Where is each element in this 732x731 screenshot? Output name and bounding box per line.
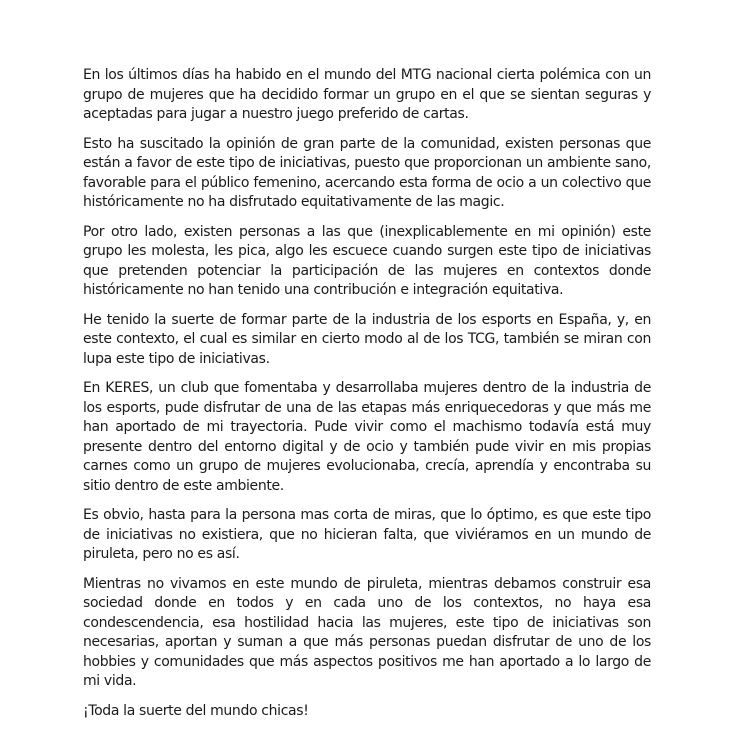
paragraph-3: Por otro lado, existen personas a las que (inexplicablemente en mi opinión) este grupo les molesta, les pica, algo les escuece cuando surgen este tipo de iniciativas que pretenden potenciar la participación de las mujeres en contextos donde históricamente no han tenido una contribución e integración equitativa. (83, 223, 651, 298)
paragraph-5: En KERES, un club que fomentaba y desarrollaba mujeres dentro de la industria de los esports, pude disfrutar de una de las etapas más enriquecedoras y que más me han aportado de mi trayectoria. Pude vivir como el machismo todavía está muy presente dentro del entorno digital y de ocio y también pude vivir en mis propias carnes como un grupo de mujeres evolucionaba, crecía, aprendía y encontraba su sitio dentro de este ambiente. (83, 380, 651, 494)
paragraph-2: Esto ha suscitado la opinión de gran parte de la comunidad, existen personas que están a favor de este tipo de iniciativas, puesto que proporcionan un ambiente sano, favorable para el público femenino, acercando esta forma de ocio a un colectivo que históricamente no ha disfrutado equitativamente de las magic. (83, 135, 651, 210)
paragraph-6: Es obvio, hasta para la persona mas corta de miras, que lo óptimo, es que este tipo de iniciativas no existiera, que no hicieran falta, que viviéramos en un mundo de piruleta, pero no es así. (83, 507, 651, 562)
paragraph-7: Mientras no vivamos en este mundo de piruleta, mientras debamos construir esa sociedad donde en todos y en cada uno de los contextos, no haya esa condescendencia, esa hostilidad hacia las mujeres, este tipo de iniciativas son necesarias, aportan y suman a que más personas puedan disfrutar de uno de los hobbies y comunidades que más aspectos positivos me han aportado a lo largo de mi vida. (83, 575, 651, 689)
closing-line: ¡Toda la suerte del mundo chicas! (83, 702, 309, 719)
paragraph-4: He tenido la suerte de formar parte de la industria de los esports en España, y, en este contexto, el cual es similar en cierto modo al de los TCG, también se miran con lupa este tipo de iniciativas. (83, 311, 651, 367)
paragraph-1: En los últimos días ha habido en el mundo del MTG nacional cierta polémica con un grupo de mujeres que ha decidido formar un grupo en el que se sientan seguras y aceptadas para jugar a nuestro juego preferido de cartas. (83, 67, 651, 122)
document-body (83, 66, 651, 731)
